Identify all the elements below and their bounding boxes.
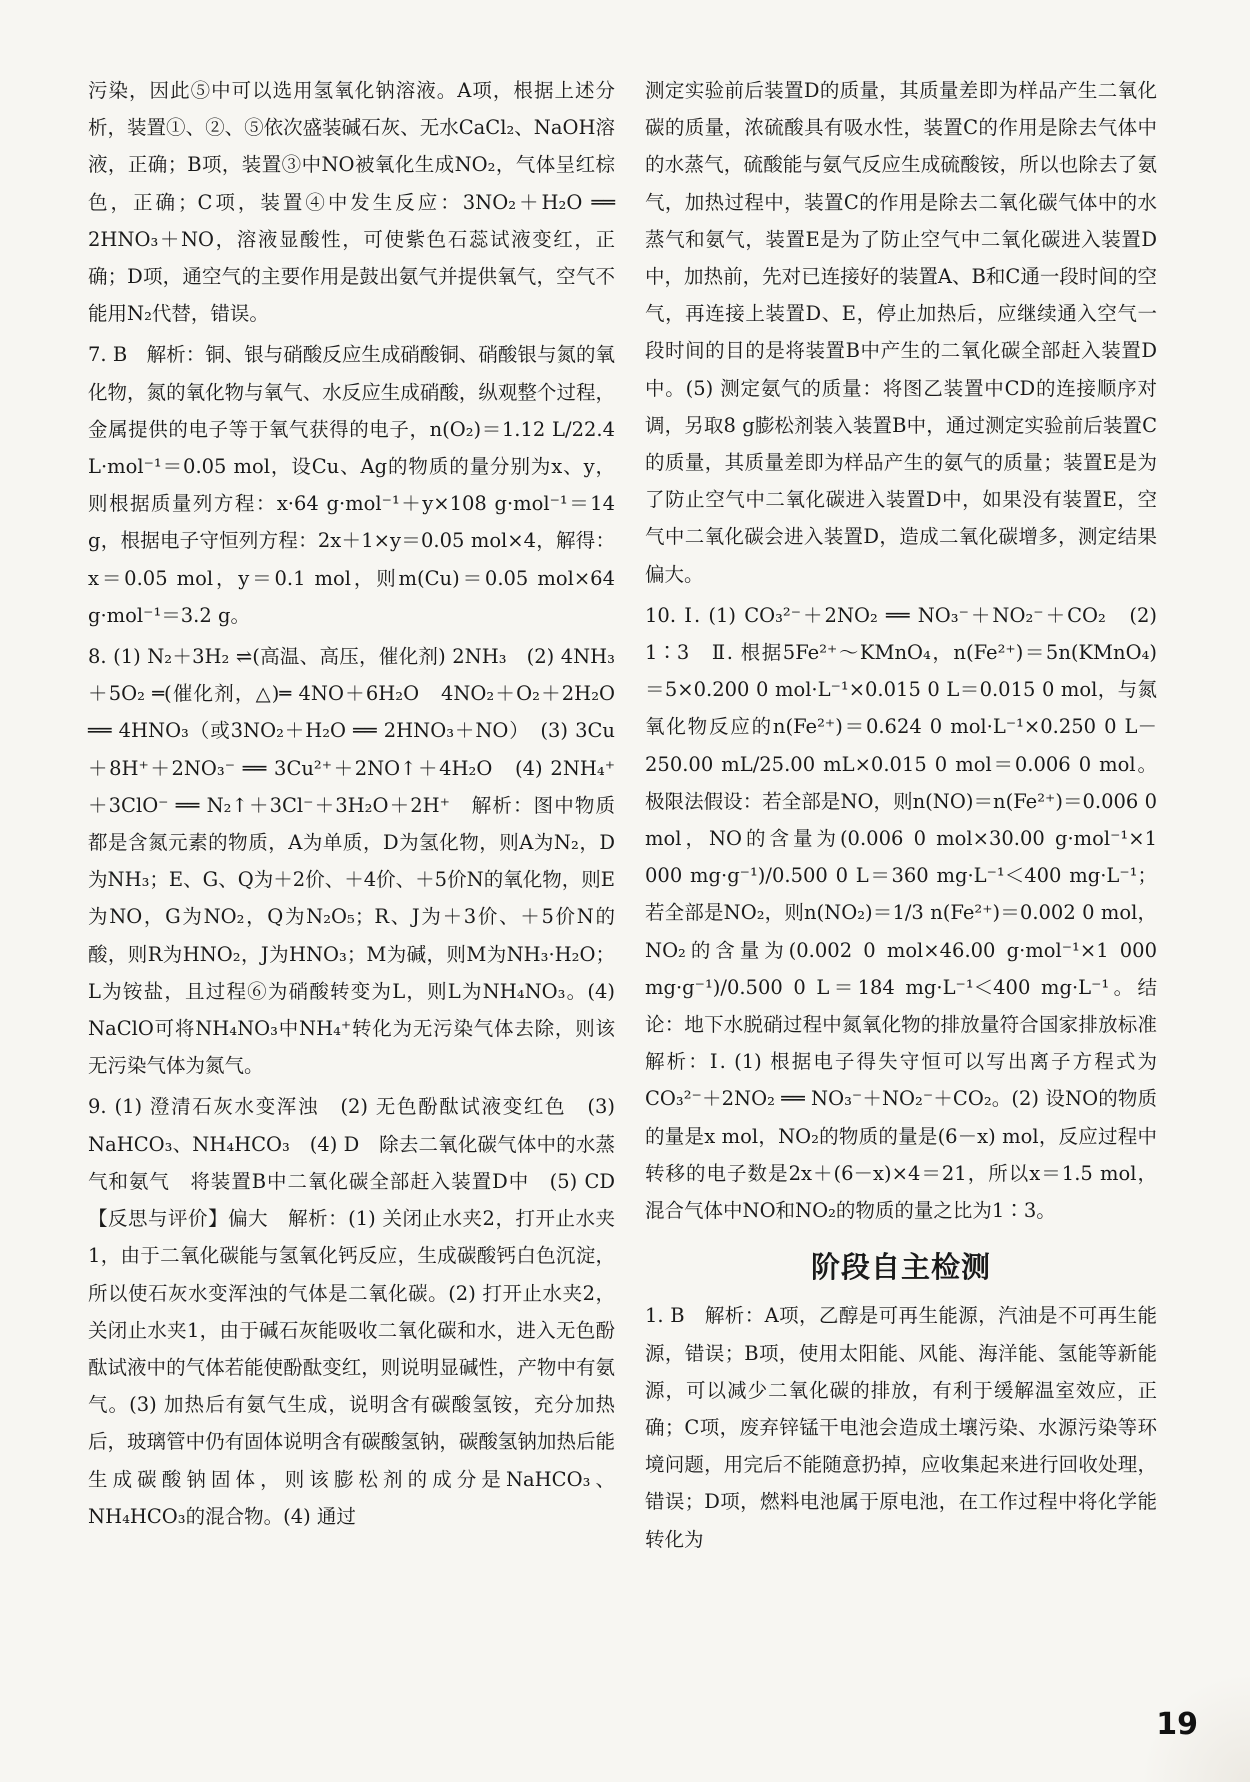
- answer-7: 7. B 解析：铜、银与硝酸反应生成硝酸铜、硝酸银与氮的氧化物，氮的氧化物与氧气、水反应生成硝酸，纵观整个过程，金属提供的电子等于氧气获得的电子，n(O₂)＝1.12 L/22.4 L·mol⁻¹＝0.05 mol，设Cu、Ag的物质的量分别为x、y，则根据质量列方程：x·64 g·mol⁻¹＋y×108 g·mol⁻¹＝14 g，根据电子守恒列方程：2x＋1×y＝0.05 mol×4，解得：x＝0.05 mol，y＝0.1 mol，则m(Cu)＝0.05 mol×64 g·mol⁻¹＝3.2 g。: [88, 343, 615, 627]
- paragraph-6-continued: 污染，因此⑤中可以选用氢氧化钠溶液。A项，根据上述分析，装置①、②、⑤依次盛装碱石灰、无水CaCl₂、NaOH溶液，正确；B项，装置③中NO被氧化生成NO₂，气体呈红棕色，正确；C项，装置④中发生反应：3NO₂＋H₂O ══ 2HNO₃＋NO，溶液显酸性，可使紫色石蕊试液变红，正确；D项，通空气的主要作用是鼓出氨气并提供氧气，空气不能用N₂代替，错误。: [88, 79, 615, 326]
- answer-10: 10. Ⅰ. (1) CO₃²⁻＋2NO₂ ══ NO₃⁻＋NO₂⁻＋CO₂ (2) 1∶3 Ⅱ. 根据5Fe²⁺～KMnO₄，n(Fe²⁺)＝5n(KMnO₄)＝5×0.200 0 mol·L⁻¹×0.015 0 L＝0.015 0 mol，与氮氧化物反应的n(Fe²⁺)＝0.624 0 mol·L⁻¹×0.250 0 L－250.00 mL/25.00 mL×0.015 0 mol＝0.006 0 mol。极限法假设：若全部是NO，则n(NO)＝n(Fe²⁺)＝0.006 0 mol，NO的含量为(0.006 0 mol×30.00 g·mol⁻¹×1 000 mg·g⁻¹)/0.500 0 L＝360 mg·L⁻¹＜400 mg·L⁻¹；若全部是NO₂，则n(NO₂)＝1/3 n(Fe²⁺)＝0.002 0 mol，NO₂的含量为(0.002 0 mol×46.00 g·mol⁻¹×1 000 mg·g⁻¹)/0.500 0 L＝184 mg·L⁻¹＜400 mg·L⁻¹。结论：地下水脱硝过程中氮氧化物的排放量符合国家排放标准 解析：Ⅰ. (1) 根据电子得失守恒可以写出离子方程式为CO₃²⁻＋2NO₂ ══ NO₃⁻＋NO₂⁻＋CO₂。(2) 设NO的物质的量是x mol，NO₂的物质的量是(6－x) mol，反应过程中转移的电子数是2x＋(6－x)×4＝21，所以x＝1.5 mol，混合气体中NO和NO₂的物质的量之比为1∶3。: [645, 603, 1177, 1223]
- answer-8: 8. (1) N₂＋3H₂ ⇌(高温、高压，催化剂) 2NH₃ (2) 4NH₃＋5O₂ ═(催化剂，△)═ 4NO＋6H₂O 4NO₂＋O₂＋2H₂O ══ 4HNO₃（或3NO₂＋H₂O ══ 2HNO₃＋NO） (3) 3Cu＋8H⁺＋2NO₃⁻ ══ 3Cu²⁺＋2NO↑＋4H₂O (4) 2NH₄⁺＋3ClO⁻ ══ N₂↑＋3Cl⁻＋3H₂O＋2H⁺ 解析：图中物质都是含氮元素的物质，A为单质，D为氢化物，则A为N₂，D为NH₃；E、G、Q为＋2价、＋4价、＋5价N的氧化物，则E为NO，G为NO₂，Q为N₂O₅；R、J为＋3价、＋5价N的酸，则R为HNO₂，J为HNO₃；M为碱，则M为NH₃·H₂O；L为铵盐，且过程⑥为硝酸转变为L，则L为NH₄NO₃。(4) NaClO可将NH₄NO₃中NH₄⁺转化为无污染气体去除，则该无污染气体为氮气。: [88, 645, 615, 1078]
- answer-9-continued: 测定实验前后装置D的质量，其质量差即为样品产生二氧化碳的质量，浓硫酸具有吸水性，装置C的作用是除去气体中的水蒸气，硫酸能与氨气反应生成硫酸铵，所以也除去了氨气，加热过程中，装置C的作用是除去二氧化碳气体中的水蒸气和氨气，装置E是为了防止空气中二氧化碳进入装置D中，加热前，先对已连接好的装置A、B和C通一段时间的空气，再连接上装置D、E，停止加热后，应继续通入空气一段时间的目的是将装置B中产生的二氧化碳全部赶入装置D中。(5) 测定氨气的质量：将图乙装置中CD的连接顺序对调，另取8 g膨松剂装入装置B中，通过测定实验前后装置C的质量，其质量差即为样品产生的氨气的质量；装置E是为了防止空气中二氧化碳进入装置D中，如果没有装置E，空气中二氧化碳会进入装置D，造成二氧化碳增多，测定结果偏大。: [645, 79, 1157, 586]
- answer-9: 9. (1) 澄清石灰水变浑浊 (2) 无色酚酞试液变红色 (3) NaHCO₃、NH₄HCO₃ (4) D 除去二氧化碳气体中的水蒸气和氨气 将装置B中二氧化碳全部赶入装置D中 (5) CD【反思与评价】偏大 解析：(1) 关闭止水夹2，打开止水夹1，由于二氧化碳能与氢氧化钙反应，生成碳酸钙白色沉淀，所以使石灰水变浑浊的气体是二氧化碳。(2) 打开止水夹2，关闭止水夹1，由于碱石灰能吸收二氧化碳和水，进入无色酚酞试液中的气体若能使酚酞变红，则说明显碱性，产物中有氨气。(3) 加热后有氨气生成，说明含有碳酸氢铵，充分加热后，玻璃管中仍有固体说明含有碳酸氢钠，碳酸氢钠加热后能生成碳酸钠固体，则该膨松剂的成分是NaHCO₃、NH₄HCO₃的混合物。(4) 通过: [88, 1095, 615, 1528]
- left-column: [88, 72, 615, 1535]
- right-column: [645, 72, 1177, 1558]
- page-number: 19: [1156, 1707, 1198, 1742]
- stage-test-answer-1: 1. B 解析：A项，乙醇是可再生能源，汽油是不可再生能源，错误；B项，使用太阳能、风能、海洋能、氢能等新能源，可以减少二氧化碳的排放，有利于缓解温室效应，正确；C项，废弃锌锰干电池会造成土壤污染、水源污染等环境问题，用完后不能随意扔掉，应收集起来进行回收处理，错误；D项，燃料电池属于原电池，在工作过程中将化学能转化为: [645, 1304, 1157, 1551]
- section-title: 阶段自主检测: [810, 1250, 991, 1285]
